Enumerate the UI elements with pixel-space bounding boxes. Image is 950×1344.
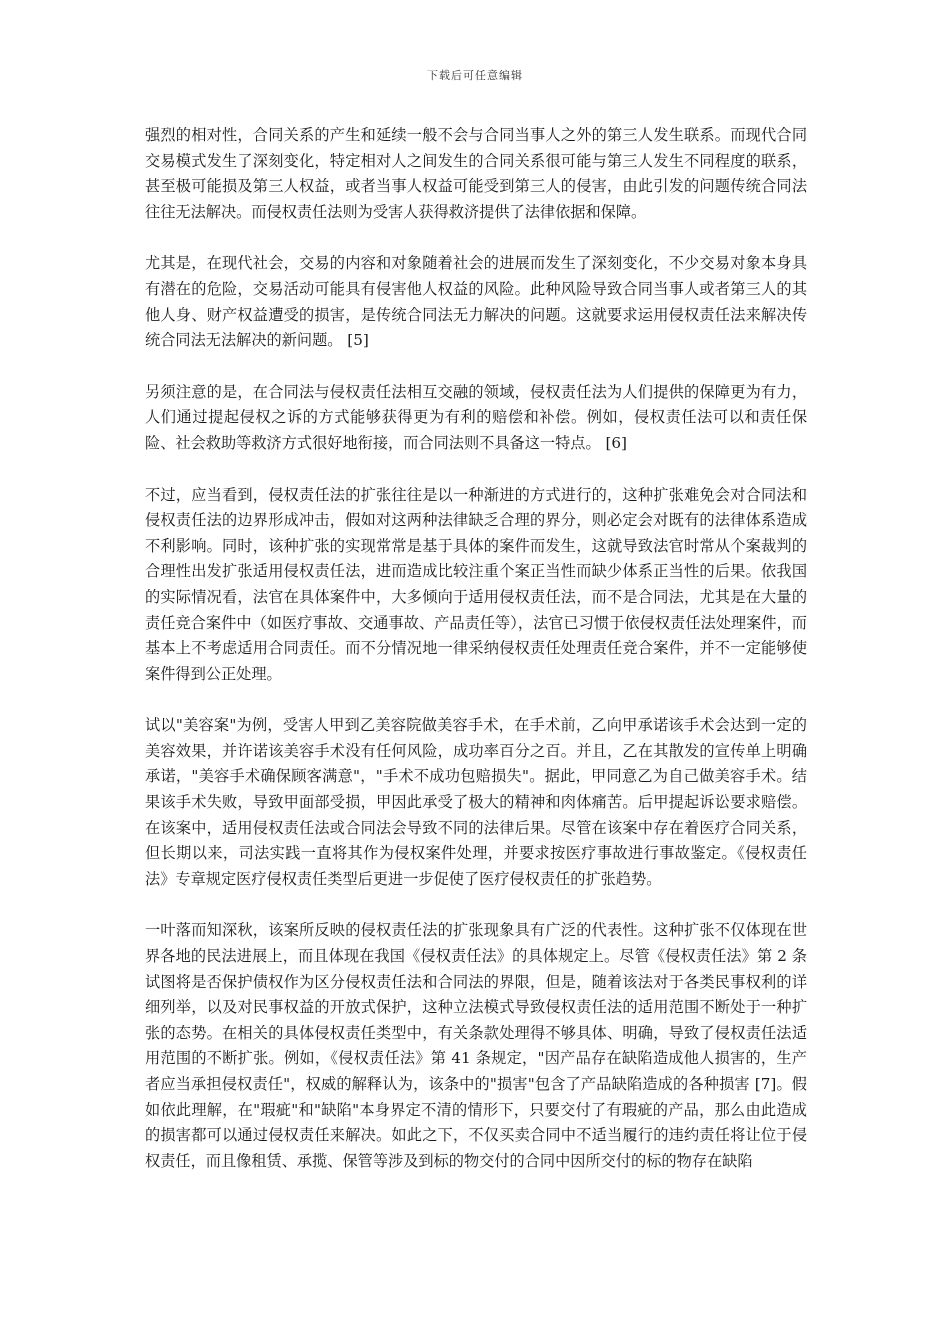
- paragraph-4: 不过，应当看到，侵权责任法的扩张往往是以一种渐进的方式进行的，这种扩张难免会对合同法和侵权责任法的边界形成冲击，假如对这两种法律缺乏合理的界分，则必定会对既有的法律体系造成不利影响。同时，该种扩张的实现常常是基于具体的案件而发生，这就导致法官时常从个案裁判的合理性出发扩张适用侵权责任法，进而造成比较注重个案正当性而缺少体系正当性的后果。依我国的实际情况看，法官在具体案件中，大多倾向于适用侵权责任法，而不是合同法，尤其是在大量的责任竞合案件中（如医疗事故、交通事故、产品责任等），法官已习惯于依侵权责任法处理案件，而基本上不考虑适用合同责任。而不分情况地一律采纳侵权责任处理责任竞合案件，并不一定能够使案件得到公正处理。: [145, 485, 807, 683]
- document-body: [145, 123, 807, 1174]
- paragraph-6: 一叶落而知深秋，该案所反映的侵权责任法的扩张现象具有广泛的代表性。这种扩张不仅体现在世界各地的民法进展上，而且体现在我国《侵权责任法》的具体规定上。尽管《侵权责任法》第 2 条试图将是否保护债权作为区分侵权责任法和合同法的界限，但是，随着该法对于各类民事权利的详细列举，以及对民事权益的开放式保护，这种立法模式导致侵权责任法的适用范围不断处于一种扩张的态势。在相关的具体侵权责任类型中，有关条款处理得不够具体、明确，导致了侵权责任法适用范围的不断扩张。例如，《侵权责任法》第 41 条规定，"因产品存在缺陷造成他人损害的，生产者应当承担侵权责任"，权威的解释认为，该条中的"损害"包含了产品缺陷造成的各种损害 [7]。假如依此理解，在"瑕疵"和"缺陷"本身界定不清的情形下，只要交付了有瑕疵的产品，那么由此造成的损害都可以通过侵权责任来解决。如此之下，不仅买卖合同中不适当履行的违约责任将让位于侵权责任，而且像租赁、承揽、保管等涉及到标的物交付的合同中因所交付的标的物存在缺陷: [145, 921, 807, 1170]
- paragraph-5: 试以"美容案"为例，受害人甲到乙美容院做美容手术，在手术前，乙向甲承诺该手术会达到一定的美容效果，并许诺该美容手术没有任何风险，成功率百分之百。并且，乙在其散发的宣传单上明确承诺，"美容手术确保顾客满意"，"手术不成功包赔损失"。据此，甲同意乙为自己做美容手术。结果该手术失败，导致甲面部受损，甲因此承受了极大的精神和肉体痛苦。后甲提起诉讼要求赔偿。在该案中，适用侵权责任法或合同法会导致不同的法律后果。尽管在该案中存在着医疗合同关系，但长期以来，司法实践一直将其作为侵权案件处理，并要求按医疗事故进行事故鉴定。《侵权责任法》专章规定医疗侵权责任类型后更进一步促使了医疗侵权责任的扩张趋势。: [145, 716, 807, 888]
- paragraph-2: 尤其是，在现代社会，交易的内容和对象随着社会的进展而发生了深刻变化，不少交易对象本身具有潜在的危险，交易活动可能具有侵害他人权益的风险。此种风险导致合同当事人或者第三人的其他人身、财产权益遭受的损害，是传统合同法无力解决的问题。这就要求运用侵权责任法来解决传统合同法无法解决的新问题。 [5]: [145, 254, 807, 350]
- paragraph-1: 强烈的相对性，合同关系的产生和延续一般不会与合同当事人之外的第三人发生联系。而现代合同交易模式发生了深刻变化，特定相对人之间发生的合同关系很可能与第三人发生不同程度的联系，甚至极可能损及第三人权益，或者当事人权益可能受到第三人的侵害，由此引发的问题传统合同法往往无法解决。而侵权责任法则为受害人获得救济提供了法律依据和保障。: [145, 126, 807, 221]
- paragraph-3: 另须注意的是，在合同法与侵权责任法相互交融的领域，侵权责任法为人们提供的保障更为有力，人们通过提起侵权之诉的方式能够获得更为有利的赔偿和补偿。例如，侵权责任法可以和责任保险、社会救助等救济方式很好地衔接，而合同法则不具备这一特点。 [6]: [145, 382, 807, 452]
- page-header: 下载后可任意编辑: [427, 69, 523, 82]
